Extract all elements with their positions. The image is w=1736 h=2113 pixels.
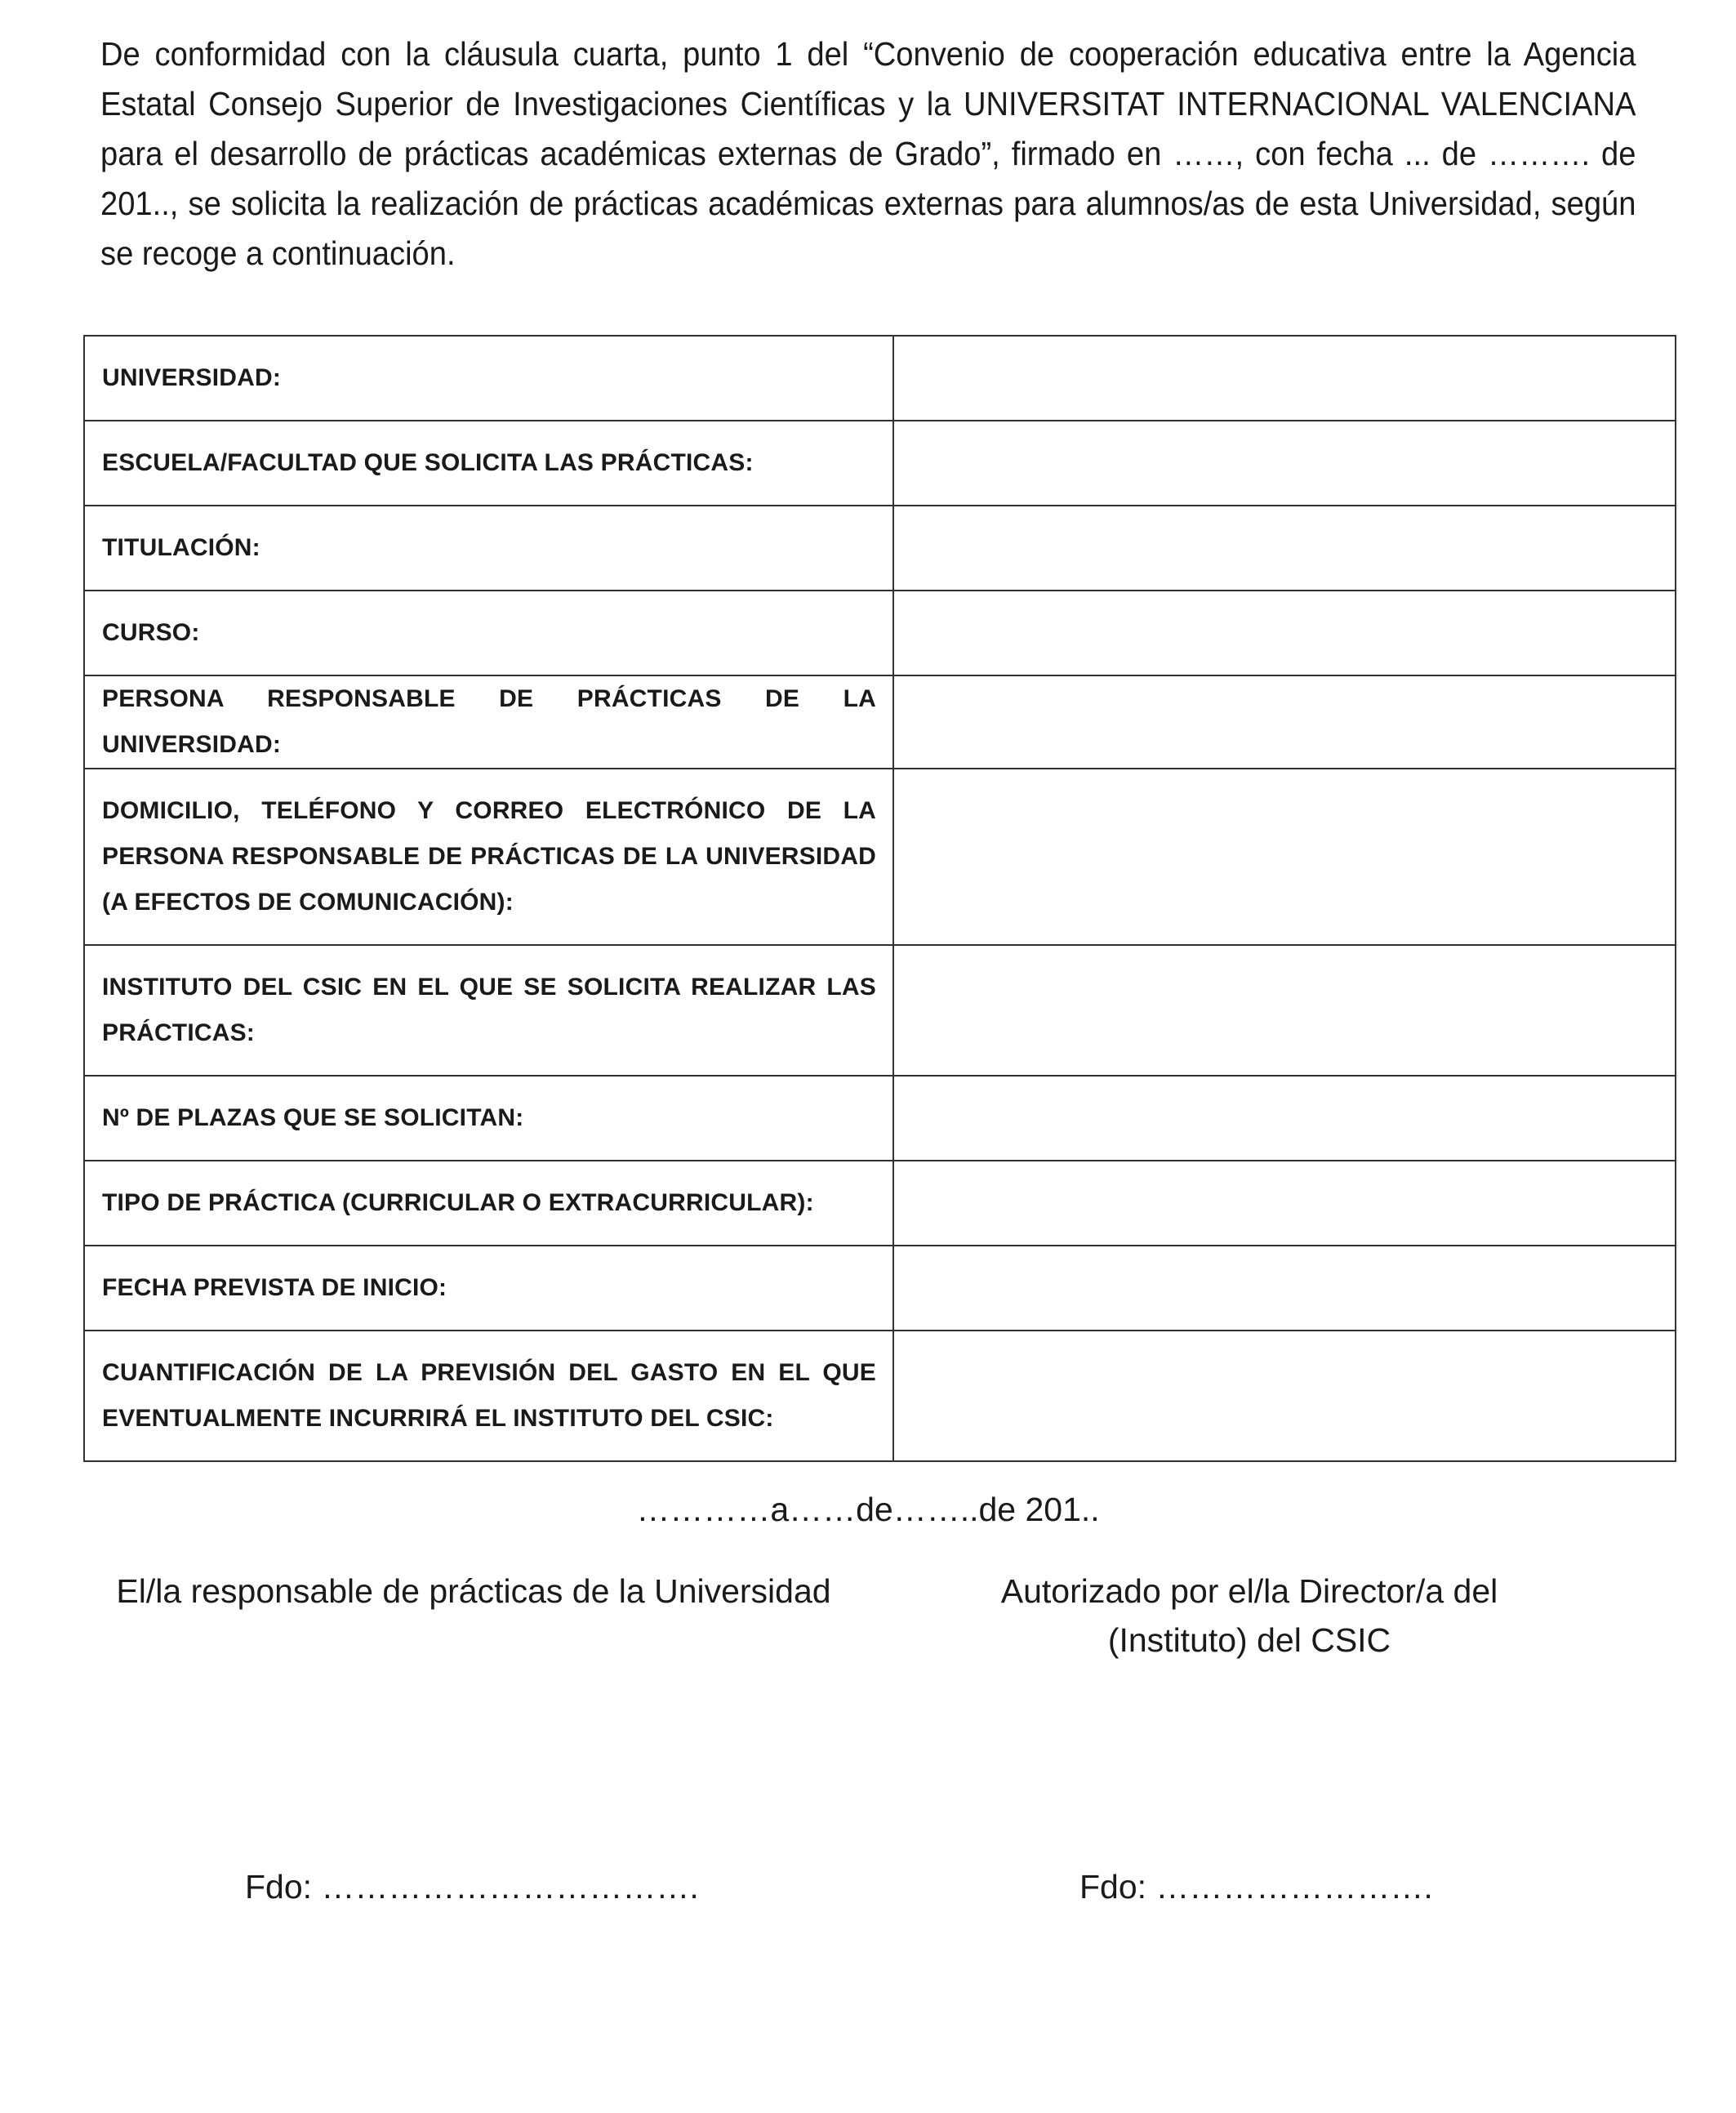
place-date-line: …………a……de……..de 201.. xyxy=(636,1491,1100,1528)
row-value-titulacion[interactable] xyxy=(893,506,1676,591)
row-value-tipo[interactable] xyxy=(893,1161,1676,1246)
row-value-gasto[interactable] xyxy=(893,1331,1676,1461)
row-label-domicilio: DOMICILIO, TELÉFONO Y CORREO ELECTRÓNICO DE LA PERSONA RESPONSABLE DE PRÁCTICAS DE LA UNIVERSIDAD (A EFECTOS DE COMUNICACIÓN): xyxy=(84,769,893,945)
table-row xyxy=(84,336,1676,421)
row-value-fecha[interactable] xyxy=(893,1246,1676,1331)
table-row xyxy=(84,769,1676,945)
row-label-fecha: FECHA PREVISTA DE INICIO: xyxy=(84,1246,893,1331)
row-label-escuela: ESCUELA/FACULTAD QUE SOLICITA LAS PRÁCTICAS: xyxy=(84,421,893,506)
row-label-plazas: Nº DE PLAZAS QUE SE SOLICITAN: xyxy=(84,1076,893,1161)
table-row xyxy=(84,506,1676,591)
row-label-responsable: PERSONA RESPONSABLE DE PRÁCTICAS DE LA UNIVERSIDAD: xyxy=(84,675,893,769)
table-row xyxy=(84,945,1676,1076)
row-value-curso[interactable] xyxy=(893,591,1676,675)
right-signer-title xyxy=(964,1567,1535,1665)
row-value-domicilio[interactable] xyxy=(893,769,1676,945)
row-label-tipo: TIPO DE PRÁCTICA (CURRICULAR O EXTRACURRICULAR): xyxy=(84,1161,893,1246)
row-label-curso: CURSO: xyxy=(84,591,893,675)
table-row xyxy=(84,675,1676,769)
table-row xyxy=(84,1161,1676,1246)
table-row xyxy=(84,1246,1676,1331)
left-signer-title: El/la responsable de prácticas de la Universidad xyxy=(116,1572,831,1610)
right-signature-line: Fdo: ……………………. xyxy=(1079,1868,1433,1906)
left-signature-line: Fdo: ……………………………. xyxy=(245,1868,699,1906)
row-label-gasto: CUANTIFICACIÓN DE LA PREVISIÓN DEL GASTO EN EL QUE EVENTUALMENTE INCURRIRÁ EL INSTITUTO DEL CSIC: xyxy=(84,1331,893,1461)
intro-paragraph: De conformidad con la cláusula cuarta, punto 1 del “Convenio de cooperación educativa entre la Agencia Estatal Consejo Superior de Investigaciones Científicas y la UNIVERSITAT INTERNACIONAL VALENCIANA para el desarrollo de prácticas académicas externas de Grado”, firmado en ……, con fecha ... de ………. de 201.., se solicita la realización de prácticas académicas externas para alumnos/as de esta Universidad, según se recoge a continuación. xyxy=(100,35,1636,272)
row-value-universidad[interactable] xyxy=(893,336,1676,421)
request-form-table xyxy=(83,335,1676,1462)
row-label-instituto: INSTITUTO DEL CSIC EN EL QUE SE SOLICITA REALIZAR LAS PRÁCTICAS: xyxy=(84,945,893,1076)
right-signer-title-line2: (Instituto) del CSIC xyxy=(1107,1621,1391,1659)
table-row xyxy=(84,1331,1676,1461)
table-row xyxy=(84,591,1676,675)
right-signer-title-line1: Autorizado por el/la Director/a del xyxy=(1000,1572,1498,1610)
row-label-titulacion: TITULACIÓN: xyxy=(84,506,893,591)
row-value-instituto[interactable] xyxy=(893,945,1676,1076)
row-value-plazas[interactable] xyxy=(893,1076,1676,1161)
row-value-escuela[interactable] xyxy=(893,421,1676,506)
table-row xyxy=(84,421,1676,506)
row-value-responsable[interactable] xyxy=(893,675,1676,769)
row-label-universidad: UNIVERSIDAD: xyxy=(84,336,893,421)
table-row xyxy=(84,1076,1676,1161)
